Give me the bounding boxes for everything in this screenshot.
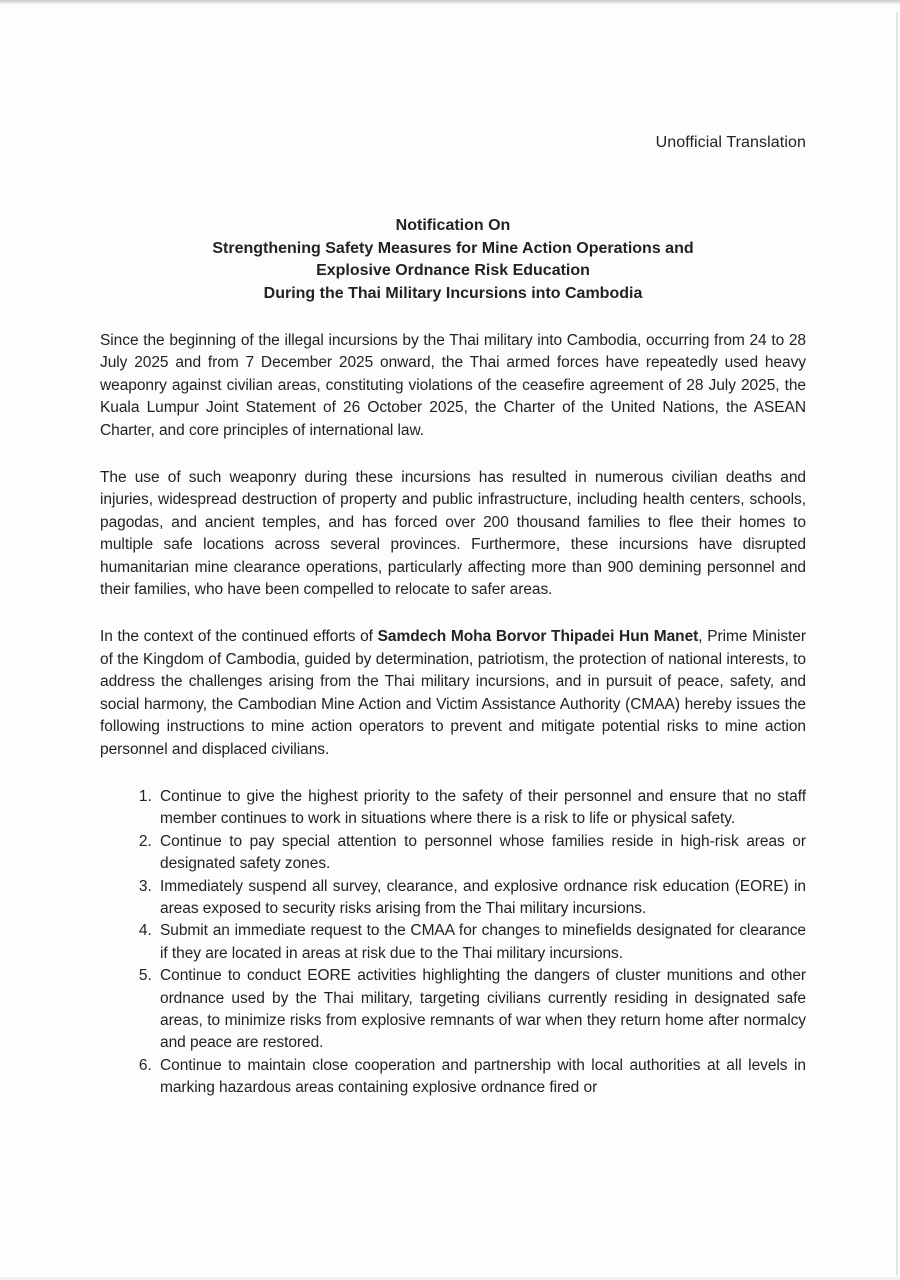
paragraph-1: Since the beginning of the illegal incursions by the Thai military into Cambodia, occurring from 24 to 28 July 2025 and from 7 December 2025 onward, the Thai armed forces have repeatedly used heavy weaponry against civilian areas, constituting violations of the ceasefire agreement of 28 July 2025, the Kuala Lumpur Joint Statement of 26 October 2025, the Charter of the United Nations, the ASEAN Charter, and core principles of international law. (100, 332, 806, 439)
title-line-2: Strengthening Safety Measures for Mine Action Operations and (212, 239, 694, 257)
title-line-4: During the Thai Military Incursions into Cambodia (263, 284, 643, 302)
instruction-item-5: 5. Continue to conduct EORE activities highlighting the dangers of cluster munitions and other ordnance used by the Thai military, targeting civilians currently residing in designated safe areas, to minimize risks from explosive remnants of war when they return home after normalcy and peace are restored. (156, 965, 806, 1055)
instruction-list (100, 786, 806, 1100)
page-right-edge (896, 12, 898, 1276)
instruction-item-1: 1. Continue to give the highest priority to the safety of their personnel and ensure that no staff member continues to work in situations where there is a risk to life or physical safety. (156, 786, 806, 831)
prime-minister-name: Samdech Moha Borvor Thipadei Hun Manet (377, 628, 699, 646)
paragraph-3-rest: , Prime Minister of the Kingdom of Cambodia, guided by determination, patriotism, the protection of national interests, to address the challenges arising from the Thai military incursions, and in pursuit of peace, safety, and social harmony, the Cambodian Mine Action and Victim Assistance Authority (CMAA) hereby issues the following instructions to mine action operators to prevent and mitigate potential risks to mine action personnel and displaced civilians. (100, 628, 806, 758)
instruction-item-3: 3. Immediately suspend all survey, clearance, and explosive ordnance risk education (EORE) in areas exposed to security risks arising from the Thai military incursions. (156, 876, 806, 921)
document-content (100, 0, 806, 1100)
document-title (100, 215, 806, 305)
paragraph-3 (100, 626, 806, 760)
instruction-item-2: 2. Continue to pay special attention to personnel whose families reside in high-risk areas or designated safety zones. (156, 831, 806, 876)
instruction-item-4: 4. Submit an immediate request to the CMAA for changes to minefields designated for clearance if they are located in areas at risk due to the Thai military incursions. (156, 920, 806, 965)
paragraph-2: The use of such weaponry during these incursions has resulted in numerous civilian deaths and injuries, widespread destruction of property and public infrastructure, including health centers, schools, pagodas, and ancient temples, and has forced over 200 thousand families to flee their homes to multiple safe locations across several provinces. Furthermore, these incursions have disrupted humanitarian mine clearance operations, particularly affecting more than 900 demining personnel and their families, who have been compelled to relocate to safer areas. (100, 469, 806, 599)
title-line-3: Explosive Ordnance Risk Education (316, 262, 590, 279)
paragraph-3-lead: In the context of the continued efforts of (100, 628, 378, 646)
title-line-1: Notification On (395, 217, 511, 234)
translation-note: Unofficial Translation (655, 134, 806, 151)
instruction-item-6: 6. Continue to maintain close cooperation and partnership with local authorities at all levels in marking hazardous areas containing explosive ordnance fired or (156, 1055, 806, 1100)
